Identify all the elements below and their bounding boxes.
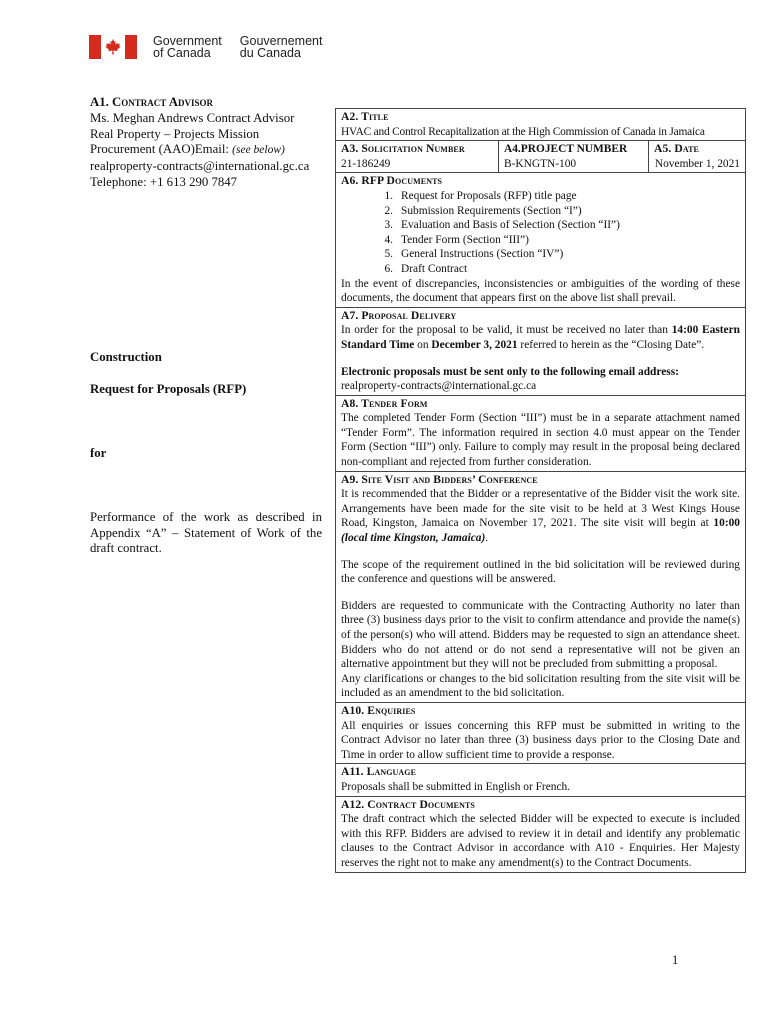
a8-text: The completed Tender Form (Section “III”) must be in a separate attachment named “Tender Form”. The information required in section 4.0 must appear on the Tender Form (Section “III”) only. Failure to comply may result in the proposal being declared non-compliant and rejected from further consideration. [341, 412, 740, 469]
numbers-row [336, 141, 745, 173]
a7-cell [336, 308, 745, 396]
a11-cell [336, 764, 745, 796]
canada-flag-icon [89, 35, 137, 59]
a12-heading: A12. Contract Documents [341, 797, 475, 811]
a1-org-line2: Procurement (AAO)Email: (see below) [90, 142, 285, 157]
a6-note: In the event of discrepancies, inconsistencies or ambiguities of the wording of these documents, the document that appears first on the above list shall prevail. [341, 277, 740, 305]
wordmark-french: Gouvernement du Canada [239, 33, 323, 60]
government-signature [89, 32, 322, 62]
a2-title-cell [336, 109, 745, 141]
a9-para3: Bidders are requested to communicate with the Contracting Authority no later than three (3) business days prior to the visit to confirm attendance and provide the name(s) of the person(s) who will attend. Bidders may be requested to sign an attendance sheet. Bidders who do not attend or do not send a representative will not be given an alternative appointment but they will not be precluded from submitting a proposal. [341, 599, 740, 671]
a9-heading: A9. Site Visit and Bidders’ Conference [341, 472, 538, 486]
performance-text: Performance of the work as described in Appendix “A” – Statement of Work of the draft contract. [90, 510, 322, 555]
email-lead: Electronic proposals must be sent only to the following email address: [341, 365, 679, 378]
contract-advisor-block [90, 95, 322, 191]
list-item: 1. Request for Proposals (RFP) title page [384, 189, 577, 202]
a2-text: HVAC and Control Recapitalization at the High Commission of Canada in Jamaica [341, 125, 705, 138]
a9-cell [336, 472, 745, 703]
a6-cell [336, 173, 745, 307]
a12-text: The draft contract which the selected Bidder will be expected to execute is included with this RFP. Bidders are advised to review it in detail and identify any problematic clauses to the Contract Advisor in accordance with A10 - Enquiries. Her Majesty reserves the right not to make any amendment(s) to the Contract Documents. [341, 813, 740, 869]
for-label: for [90, 446, 107, 460]
a1-org-line1: Real Property – Projects Mission [90, 126, 260, 141]
submission-email[interactable]: realproperty-contracts@international.gc.ca [341, 380, 537, 393]
solicitation-number: 21-186249 [341, 157, 391, 170]
rfp-date: November 1, 2021 [654, 157, 740, 170]
a10-heading: A10. Enquiries [341, 703, 416, 717]
a8-cell [336, 396, 745, 472]
list-item: 2. Submission Requirements (Section “I”) [384, 204, 582, 217]
a12-cell [336, 797, 745, 872]
a7-heading: A7. Proposal Delivery [341, 308, 457, 322]
a10-cell [336, 703, 745, 764]
see-below-note: (see below) [232, 144, 285, 157]
a1-heading: A1. Contract Advisor [90, 95, 214, 109]
wordmark-english: Government of Canada [153, 33, 222, 60]
list-item: 6. Draft Contract [384, 262, 468, 275]
list-item: 5. General Instructions (Section “IV”) [384, 248, 564, 261]
rfp-label: Request for Proposals (RFP) [90, 382, 247, 396]
a1-name: Ms. Meghan Andrews Contract Advisor [90, 110, 295, 125]
a9-text: It is recommended that the Bidder or a representative of the Bidder visit the work site. Arrangements have been made for the site visit to be held at 3 West Kings House Road, Kingston, Jamaica on November 17, 2021. The site visit will begin at 10:00 (local time Kingston, Jamaica). [341, 488, 740, 545]
list-item: 4. Tender Form (Section “III”) [384, 233, 529, 246]
construction-label: Construction [90, 350, 162, 364]
a11-heading: A11. Language [341, 765, 417, 779]
rfp-documents-list [371, 189, 740, 277]
a9-para4: Any clarifications or changes to the bid solicitation resulting from the site visit will be included as an amendment to the bid solicitation. [341, 672, 740, 700]
list-item: 3. Evaluation and Basis of Selection (Section “II”) [384, 219, 620, 232]
a6-heading: A6. RFP Documents [341, 174, 443, 188]
a7-text: In order for the proposal to be valid, it must be received no later than 14:00 Eastern Standard Time on December 3, 2021 referred to herein as the “Closing Date”. [341, 324, 741, 351]
a4-cell: A4.PROJECT NUMBER B-KNGTN-100 [498, 141, 648, 172]
project-number: B-KNGTN-100 [504, 157, 577, 170]
rfp-details-table [335, 108, 746, 873]
a1-phone: Telephone: +1 613 290 7847 [90, 174, 238, 189]
a5-cell: A5. Date November 1, 2021 [648, 141, 745, 172]
a11-text: Proposals shall be submitted in English or French. [341, 780, 571, 793]
a1-email[interactable]: realproperty-contracts@international.gc.ca [90, 159, 310, 174]
page-number: 1 [672, 953, 679, 967]
a2-heading: A2. Title [341, 110, 389, 123]
a8-heading: A8. Tender Form [341, 396, 428, 410]
a3-cell: A3. Solicitation Number 21-186249 [336, 141, 498, 172]
a10-text: All enquiries or issues concerning this RFP must be submitted in writing to the Contract Advisor no later than three (3) business days prior to the Closing Date and Time in order to allow sufficient time to provide a response. [341, 719, 740, 761]
a9-para2: The scope of the requirement outlined in the bid solicitation will be reviewed during the conference and questions will be answered. [341, 558, 740, 586]
